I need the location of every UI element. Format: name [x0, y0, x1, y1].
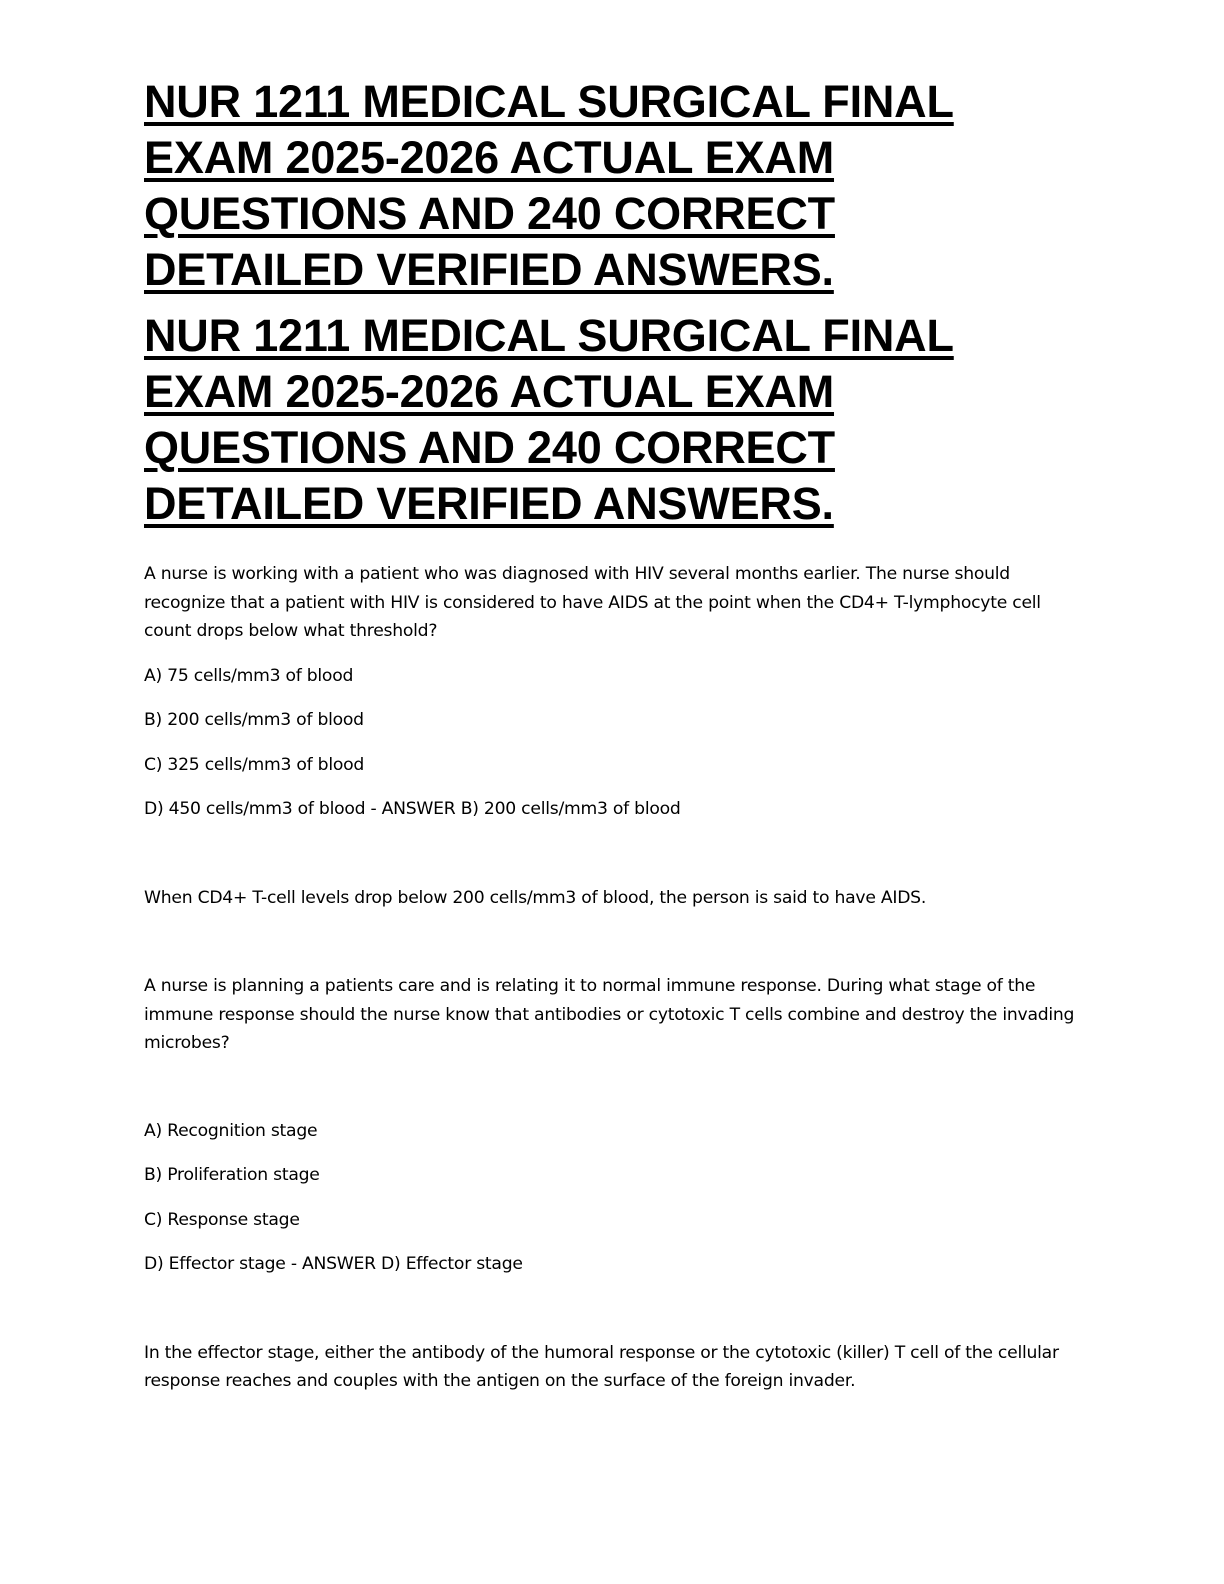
question-2-stem: A nurse is planning a patients care and is relating it to normal immune response. During what stage of the immune response should the nurse know that antibodies or cytotoxic T cells combine and destroy the invading microbes? — [144, 976, 1075, 1053]
question-1-stem: A nurse is working with a patient who was diagnosed with HIV several months earlier. The nurse should recognize that a patient with HIV is considered to have AIDS at the point when the CD4+ T-lymphocyte cell count drops below what threshold? — [144, 564, 1041, 641]
question-1-option-b: B) 200 cells/mm3 of blood — [144, 710, 364, 730]
question-2-option-a: A) Recognition stage — [144, 1120, 318, 1141]
document-page — [144, 74, 1084, 1396]
question-1-option-a: A) 75 cells/mm3 of blood — [144, 665, 354, 686]
question-2-option-c: C) Response stage — [144, 1209, 300, 1230]
question-2-explanation: In the effector stage, either the antibody of the humoral response or the cytotoxic (killer) T cell of the cellular response reaches and couples with the antigen on the surface of the foreign invader. — [144, 1342, 1059, 1391]
document-title: NUR 1211 MEDICAL SURGICAL FINAL EXAM 2025-2026 ACTUAL EXAM QUESTIONS AND 240 CORRECT DETAILED VERIFIED ANSWERS. — [144, 76, 954, 295]
question-2-option-d-answer: D) Effector stage - ANSWER D) Effector stage — [144, 1254, 523, 1274]
question-1-option-c: C) 325 cells/mm3 of blood — [144, 754, 365, 775]
document-title-repeat: NUR 1211 MEDICAL SURGICAL FINAL EXAM 2025-2026 ACTUAL EXAM QUESTIONS AND 240 CORRECT DETAILED VERIFIED ANSWERS. — [144, 310, 954, 529]
question-2-option-b: B) Proliferation stage — [144, 1165, 320, 1185]
question-1-option-d-answer: D) 450 cells/mm3 of blood - ANSWER B) 200 cells/mm3 of blood — [144, 799, 681, 819]
question-1-explanation: When CD4+ T-cell levels drop below 200 cells/mm3 of blood, the person is said to have AIDS. — [144, 887, 927, 908]
